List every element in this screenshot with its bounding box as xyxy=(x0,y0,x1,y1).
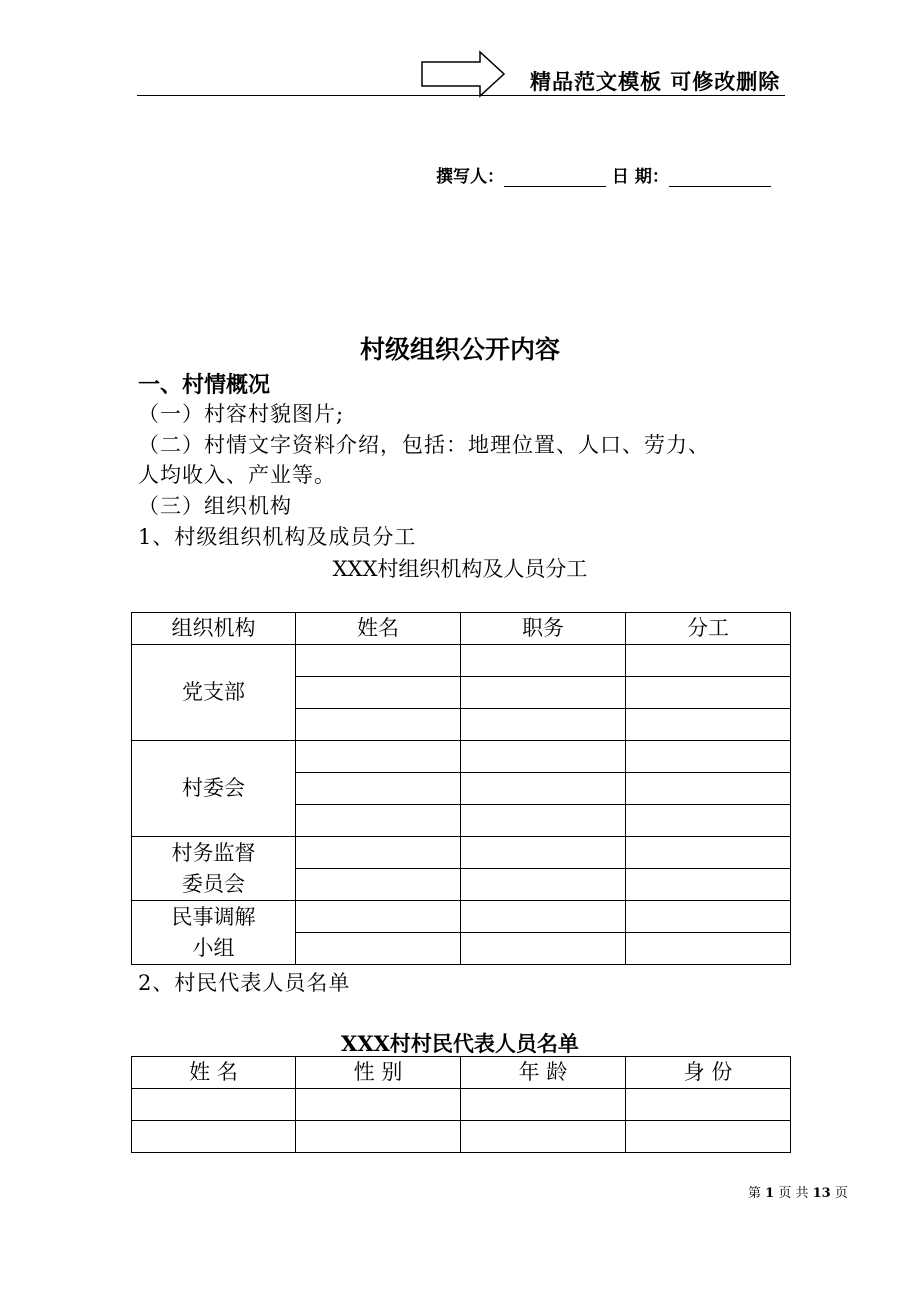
org-table xyxy=(131,612,791,965)
table-row xyxy=(132,1121,791,1153)
rep-table-title: XXX村村民代表人员名单 xyxy=(341,1031,579,1056)
date-label: 日 期： xyxy=(611,167,669,187)
table-row xyxy=(132,901,791,933)
table-cell[interactable] xyxy=(626,901,791,933)
page-number: 1 xyxy=(765,1186,775,1201)
writer-date-line xyxy=(436,162,771,187)
header-cell: 职务 xyxy=(461,613,626,645)
section-heading: 一、村情概况 xyxy=(138,373,271,398)
table-cell[interactable] xyxy=(626,1121,791,1153)
table-cell[interactable] xyxy=(296,645,461,677)
table-cell[interactable] xyxy=(296,869,461,901)
table-row xyxy=(132,837,791,869)
table-cell[interactable] xyxy=(626,1089,791,1121)
paragraph-line: 1、村级组织机构及成员分工 xyxy=(138,525,417,549)
table-cell[interactable] xyxy=(296,901,461,933)
table-cell[interactable] xyxy=(296,677,461,709)
table-cell[interactable] xyxy=(626,869,791,901)
table-cell[interactable] xyxy=(296,933,461,965)
table-cell[interactable] xyxy=(461,773,626,805)
header-cell: 姓 名 xyxy=(132,1057,296,1089)
table-cell[interactable] xyxy=(461,709,626,741)
table-cell[interactable] xyxy=(461,837,626,869)
date-blank[interactable] xyxy=(669,168,771,187)
page-total: 13 xyxy=(812,1186,831,1201)
table-cell[interactable] xyxy=(296,773,461,805)
table-row xyxy=(132,1089,791,1121)
table-cell[interactable] xyxy=(461,869,626,901)
page-footer: 第 1 页 共 13 页 xyxy=(748,1186,848,1201)
header-cell: 姓名 xyxy=(296,613,461,645)
table-row xyxy=(132,741,791,773)
table-header-row xyxy=(132,613,791,645)
table-cell[interactable] xyxy=(461,1121,626,1153)
table-cell[interactable] xyxy=(626,837,791,869)
rep-table xyxy=(131,1056,791,1153)
writer-blank[interactable] xyxy=(504,168,606,187)
table-cell[interactable] xyxy=(296,837,461,869)
table-cell[interactable] xyxy=(296,741,461,773)
paragraph-line: （一）村容村貌图片; xyxy=(138,402,345,426)
table-cell[interactable] xyxy=(461,645,626,677)
table-header-row xyxy=(132,1057,791,1089)
org-table-title: XXX村组织机构及人员分工 xyxy=(332,557,588,581)
table-cell[interactable] xyxy=(461,1089,626,1121)
table-cell[interactable] xyxy=(132,1121,296,1153)
table-cell[interactable] xyxy=(626,677,791,709)
table-cell[interactable] xyxy=(461,805,626,837)
header-cell: 组织机构 xyxy=(132,613,296,645)
table-cell[interactable] xyxy=(626,741,791,773)
table-cell[interactable] xyxy=(296,805,461,837)
writer-label: 撰写人： xyxy=(436,167,504,187)
table-cell[interactable] xyxy=(626,645,791,677)
table-cell[interactable] xyxy=(461,677,626,709)
table-cell[interactable] xyxy=(461,933,626,965)
table-cell[interactable] xyxy=(461,741,626,773)
table-cell[interactable] xyxy=(626,933,791,965)
header-cell: 年 龄 xyxy=(461,1057,626,1089)
arrow-icon xyxy=(420,50,506,100)
paragraph-line: （三）组织机构 xyxy=(138,494,292,518)
group-cell-supervision: 村务监督 委员会 xyxy=(132,837,296,901)
paragraph-line: （二）村情文字资料介绍，包括：地理位置、人口、劳力、 xyxy=(138,433,710,457)
table-cell[interactable] xyxy=(626,709,791,741)
table-cell[interactable] xyxy=(296,709,461,741)
paragraph-line: 人均收入、产业等。 xyxy=(138,463,336,487)
group-cell-village-committee: 村委会 xyxy=(132,741,296,837)
table-row xyxy=(132,645,791,677)
header-banner: 精品范文模板 可修改删除 xyxy=(530,70,781,94)
table-cell[interactable] xyxy=(626,773,791,805)
group-cell-party-branch: 党支部 xyxy=(132,645,296,741)
table-cell[interactable] xyxy=(132,1089,296,1121)
header-cell: 性 别 xyxy=(296,1057,461,1089)
header-cell: 身 份 xyxy=(626,1057,791,1089)
group-cell-mediation: 民事调解 小组 xyxy=(132,901,296,965)
header-divider xyxy=(137,95,785,96)
header-cell: 分工 xyxy=(626,613,791,645)
paragraph-line: 2、村民代表人员名单 xyxy=(138,971,351,995)
table-cell[interactable] xyxy=(626,805,791,837)
document-title: 村级组织公开内容 xyxy=(359,335,560,364)
table-cell[interactable] xyxy=(296,1089,461,1121)
table-cell[interactable] xyxy=(461,901,626,933)
table-cell[interactable] xyxy=(296,1121,461,1153)
